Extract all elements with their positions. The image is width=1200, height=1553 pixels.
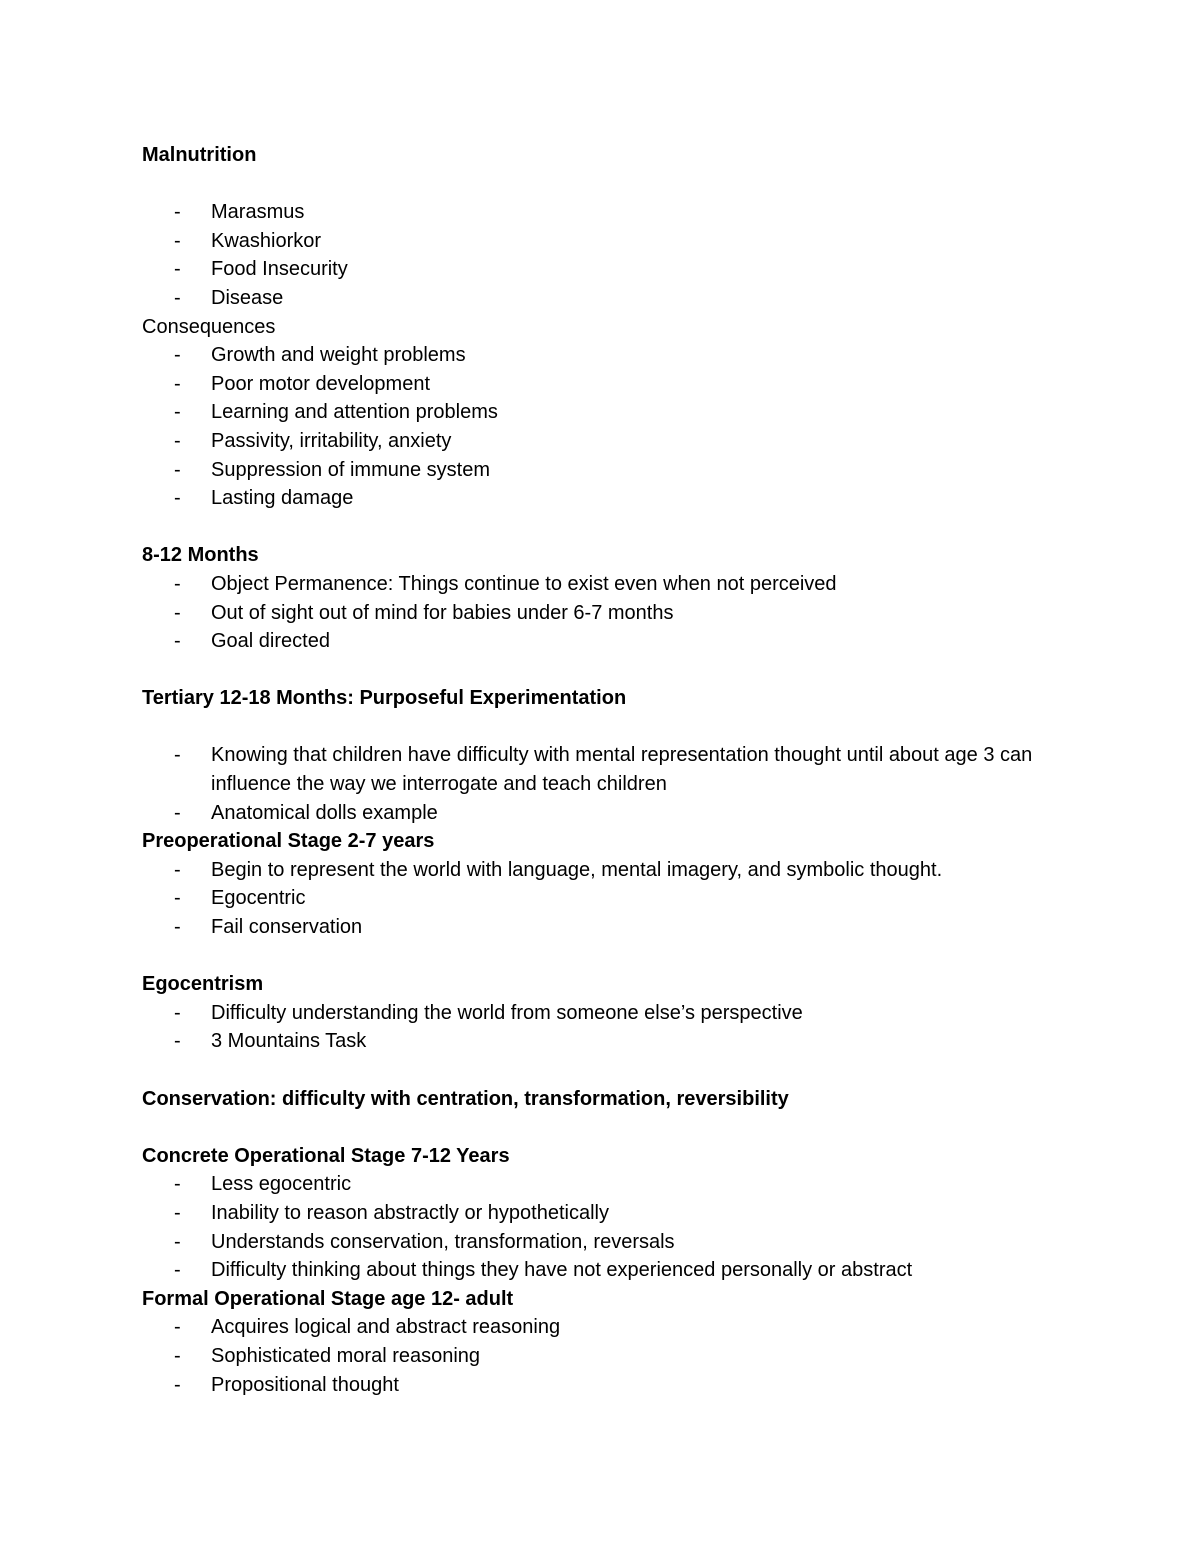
list-item: - Difficulty thinking about things they have not experienced personally or abstract (174, 1259, 913, 1282)
blank-line (142, 513, 1072, 542)
list-item: - Acquires logical and abstract reasoning (174, 1316, 561, 1339)
list-item: - Object Permanence: Things continue to exist even when not perceived (174, 572, 837, 595)
list-item: - Inability to reason abstractly or hypothetically (174, 1201, 609, 1224)
blank-line (142, 1113, 1072, 1142)
section-heading-tertiary: Tertiary 12-18 Months: Purposeful Experimentation (142, 687, 627, 710)
list-item: - Growth and weight problems (174, 344, 466, 367)
list-item: - Kwashiorkor (174, 229, 322, 252)
list-item: - Lasting damage (174, 487, 354, 510)
blank-line (142, 170, 1072, 199)
list-item: - Sophisticated moral reasoning (174, 1344, 481, 1367)
list-item: - Understands conservation, transformation, reversals (174, 1230, 675, 1253)
list-item: - Out of sight out of mind for babies under 6-7 months (174, 601, 674, 624)
section-heading-preoperational: Preoperational Stage 2-7 years (142, 830, 435, 853)
list-item: - Begin to represent the world with language, mental imagery, and symbolic thought. (174, 858, 943, 881)
list-item: - Passivity, irritability, anxiety (174, 429, 452, 452)
section-heading-conservation: Conservation: difficulty with centration, transformation, reversibility (142, 1087, 789, 1110)
list-item: - 3 Mountains Task (174, 1030, 367, 1053)
blank-line (142, 656, 1072, 685)
list-item: - Fail conservation (174, 916, 363, 939)
list-item: - Learning and attention problems (174, 401, 498, 424)
section-heading-8-12-months: 8-12 Months (142, 544, 259, 567)
section-heading-concrete-operational: Concrete Operational Stage 7-12 Years (142, 1144, 510, 1167)
list-item: - Less egocentric (174, 1173, 352, 1196)
blank-line (142, 942, 1072, 971)
list-item: - Egocentric (174, 887, 306, 910)
list-item: - Difficulty understanding the world from someone else’s perspective (174, 1001, 803, 1024)
list-item: - Suppression of immune system (174, 458, 491, 481)
list-item: - Food Insecurity (174, 258, 348, 281)
list-item: - Propositional thought (174, 1373, 399, 1396)
document-page (142, 141, 1072, 1399)
sub-heading-consequences: Consequences (142, 315, 276, 338)
list-item: - Poor motor development (174, 372, 431, 395)
list-item: - Anatomical dolls example (174, 801, 438, 824)
blank-line (142, 713, 1072, 742)
list-item: - Marasmus (174, 201, 305, 224)
section-heading-malnutrition: Malnutrition (142, 144, 257, 166)
list-item: - Knowing that children have difficulty with mental representation thought until about age 3 can influence the way we interrogate and teach children (174, 744, 1033, 796)
list-item: - Disease (174, 286, 284, 309)
list-item: - Goal directed (174, 630, 330, 653)
section-heading-formal-operational: Formal Operational Stage age 12- adult (142, 1287, 514, 1310)
blank-line (142, 1056, 1072, 1085)
section-heading-egocentrism: Egocentrism (142, 973, 264, 996)
